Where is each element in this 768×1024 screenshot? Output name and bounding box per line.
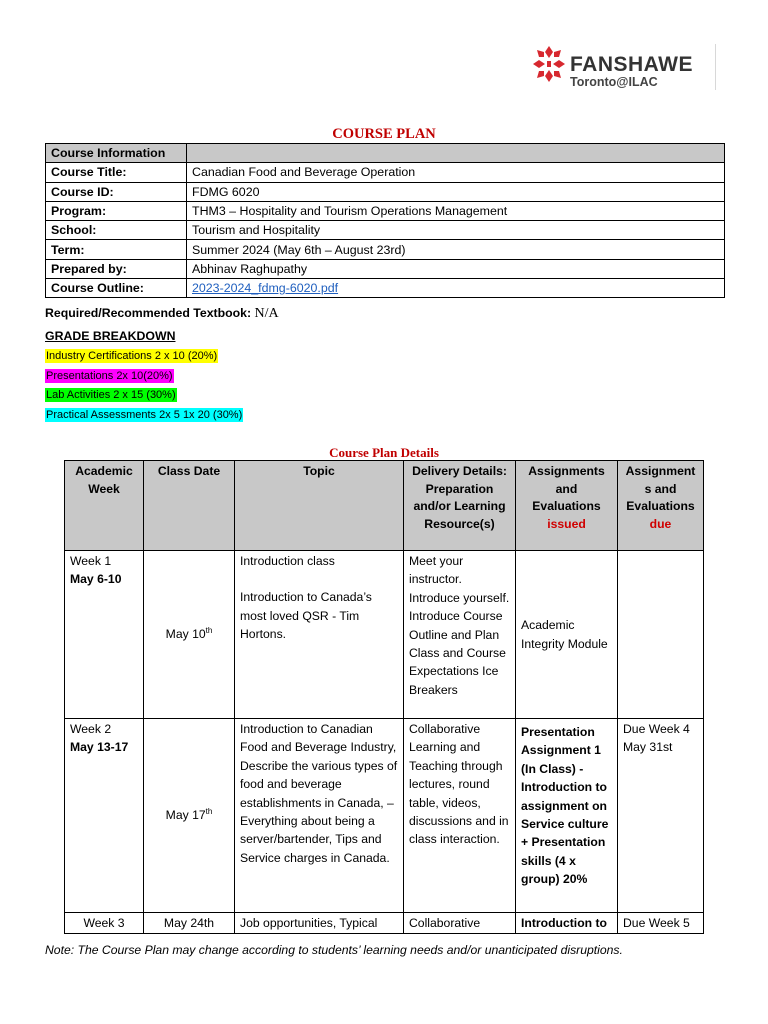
- delivery-cell: Collaborative Learning and Teaching through lectures, round table, videos, discussions and in class interaction.: [404, 719, 516, 913]
- grade-item: Practical Assessments 2x 5 1x 20 (30%): [46, 409, 243, 421]
- info-value: Abhinav Raghupathy: [187, 259, 725, 278]
- due-cell: Due Week 4 May 31st: [618, 719, 704, 913]
- week-cell: [65, 719, 144, 913]
- table-row: [46, 182, 725, 201]
- week-cell: Week 3: [65, 913, 144, 934]
- week-label: Week 2: [70, 722, 112, 736]
- info-key: Prepared by:: [46, 259, 187, 278]
- col-header-issued: [516, 461, 618, 551]
- topic-cell: Job opportunities, Typical: [235, 913, 404, 934]
- due-cell: Due Week 5: [618, 913, 704, 934]
- date-cell: [144, 719, 235, 913]
- col-header-due-text: Assignment s and Evaluations: [625, 464, 696, 514]
- info-value: FDMG 6020: [187, 182, 725, 201]
- col-header-issued-word: issued: [547, 516, 586, 531]
- info-value: Canadian Food and Beverage Operation: [187, 163, 725, 182]
- table-row: [46, 163, 725, 182]
- delivery-cell: Meet your instructor. Introduce yourself. Introduce Course Outline and Plan Class and Course Expectations Ice Breakers: [404, 551, 516, 719]
- page-title: COURSE PLAN: [332, 126, 436, 142]
- table-row: [46, 279, 725, 298]
- course-info-header: Course Information: [46, 144, 187, 163]
- col-header-week: Academic Week: [65, 461, 144, 551]
- info-key: Course Title:: [46, 163, 187, 182]
- table-header-row: [65, 461, 704, 551]
- info-key: Course ID:: [46, 182, 187, 201]
- col-header-delivery: Delivery Details: Preparation and/or Learning Resource(s): [404, 461, 516, 551]
- grade-item: Lab Activities 2 x 15 (30%): [46, 389, 176, 401]
- logo-subtitle: Toronto@ILAC: [570, 75, 658, 89]
- course-plan-table: [64, 460, 704, 934]
- table-row: [46, 221, 725, 240]
- info-key: School:: [46, 221, 187, 240]
- info-value: [187, 279, 725, 298]
- topic-cell: Introduction to Canadian Food and Beverage Industry, Describe the various types of food and beverage establishments in Canada, – Everything about being a server/bartender, Tips and Service charges in Canada.: [235, 719, 404, 913]
- due-cell: [618, 551, 704, 719]
- topic-text: Introduction class: [240, 554, 335, 568]
- info-value: Summer 2024 (May 6th – August 23rd): [187, 240, 725, 259]
- table-row: [65, 551, 704, 719]
- date-suffix: th: [205, 626, 213, 636]
- info-key: Term:: [46, 240, 187, 259]
- date-cell: May 24th: [144, 913, 235, 934]
- info-value: THM3 – Hospitality and Tourism Operations Management: [187, 201, 725, 220]
- date-cell: [144, 551, 235, 719]
- issued-cell: Introduction to: [516, 913, 618, 934]
- info-key: Course Outline:: [46, 279, 187, 298]
- table-row: [46, 201, 725, 220]
- week-label: Week 1: [70, 554, 112, 568]
- table-row: [46, 240, 725, 259]
- grade-breakdown-title: GRADE BREAKDOWN: [45, 329, 176, 343]
- col-header-date: Class Date: [144, 461, 235, 551]
- fanshawe-star-icon: [531, 44, 567, 84]
- details-title: Course Plan Details: [329, 445, 439, 460]
- logo-divider: [715, 44, 716, 90]
- textbook-label: Required/Recommended Textbook:: [45, 306, 252, 320]
- class-date: May 17: [165, 808, 206, 823]
- col-header-topic: Topic: [235, 461, 404, 551]
- topic-cell: [235, 551, 404, 719]
- textbook-value: N/A: [254, 306, 279, 321]
- week-cell: [65, 551, 144, 719]
- class-date: May 10: [165, 627, 206, 642]
- delivery-cell: Collaborative: [404, 913, 516, 934]
- date-suffix: th: [205, 807, 213, 817]
- info-value: Tourism and Hospitality: [187, 221, 725, 240]
- col-header-due-word: due: [649, 516, 672, 531]
- issued-cell: Presentation Assignment 1 (In Class) - Introduction to assignment on Service culture + Presentation skills (4 x group) 20%: [516, 719, 618, 913]
- course-outline-link[interactable]: 2023-2024_fdmg-6020.pdf: [192, 281, 339, 296]
- course-info-table: [45, 143, 725, 298]
- table-row: [46, 259, 725, 278]
- week-range: May 13-17: [70, 740, 129, 755]
- topic-text: Introduction to Canada’s most loved QSR - Tim Hortons.: [240, 590, 372, 642]
- grade-item: Presentations 2x 10(20%): [46, 370, 173, 382]
- course-info-header-value: [187, 144, 725, 163]
- table-row: [46, 144, 725, 163]
- col-header-due: [618, 461, 704, 551]
- table-row: [65, 719, 704, 913]
- table-row: [65, 913, 704, 934]
- info-key: Program:: [46, 201, 187, 220]
- grade-item: Industry Certifications 2 x 10 (20%): [46, 350, 218, 362]
- col-header-issued-text: Assignments and Evaluations: [528, 464, 605, 514]
- week-range: May 6-10: [70, 572, 122, 587]
- textbook-line: [45, 306, 279, 322]
- issued-cell: Academic Integrity Module: [516, 551, 618, 719]
- footnote: Note: The Course Plan may change according to students’ learning needs and/or unanticipated disruptions.: [45, 943, 623, 957]
- logo-name: FANSHAWE: [570, 53, 694, 76]
